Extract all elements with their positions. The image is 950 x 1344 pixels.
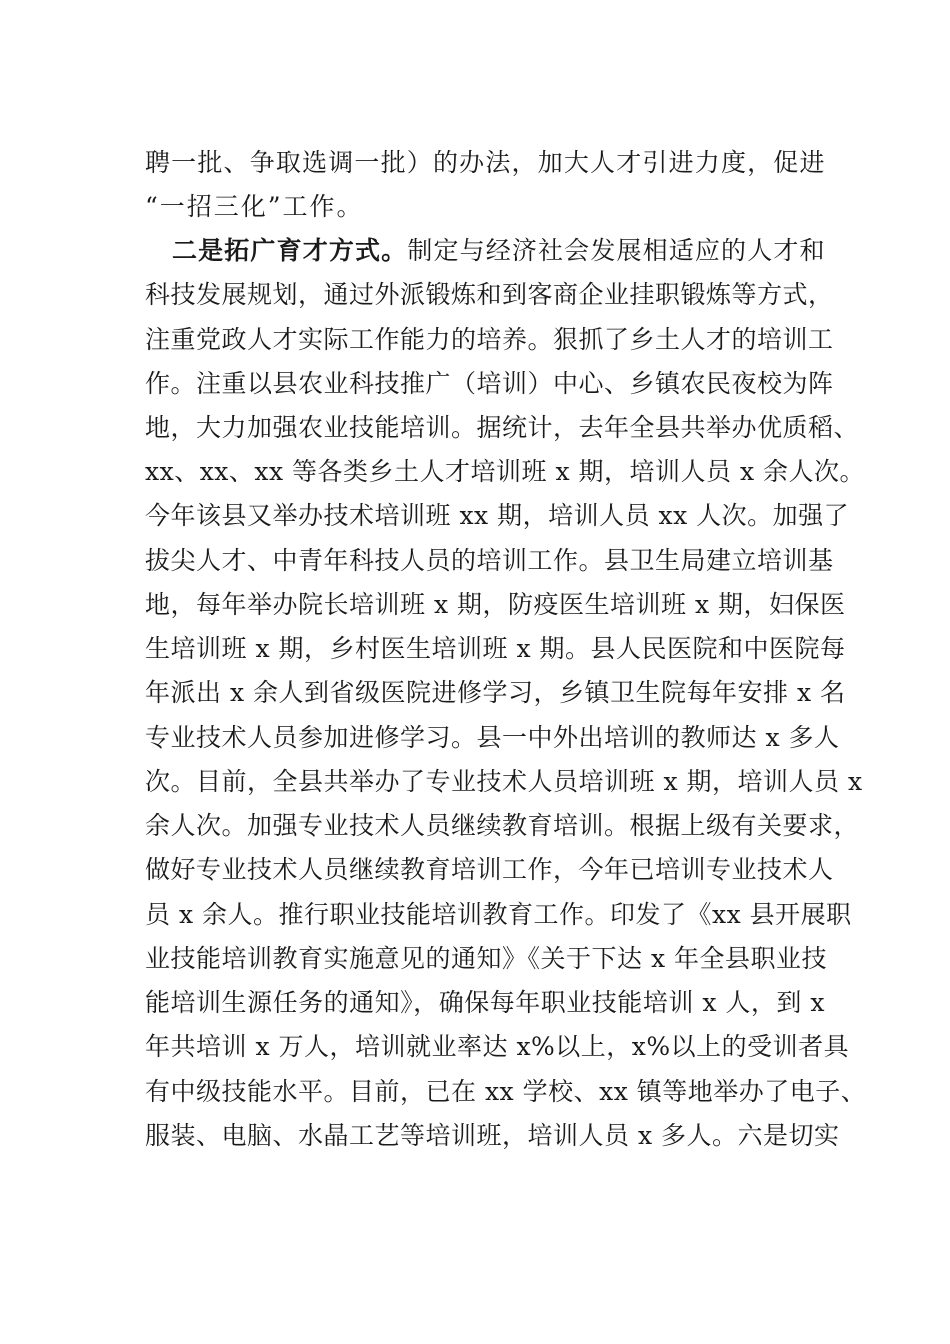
text-line: 有中级技能水平。目前，已在 xx 学校、xx 镇等地举办了电子、 <box>145 1077 867 1106</box>
text-line: xx、xx、xx 等各类乡土人才培训班 x 期，培训人员 x 余人次。 <box>145 457 866 486</box>
text-line: 今年该县又举办技术培训班 xx 期，培训人员 xx 人次。加强了 <box>145 501 850 530</box>
text-line: 科技发展规划，通过外派锻炼和到客商企业挂职锻炼等方式， <box>145 280 834 309</box>
text-line: 做好专业技术人员继续教育培训工作，今年已培训专业技术人 <box>145 855 834 884</box>
text-line: 年共培训 x 万人，培训就业率达 x%以上，x%以上的受训者具 <box>145 1032 850 1061</box>
text-line: “一招三化”工作。 <box>145 192 364 221</box>
text-line: 员 x 余人。推行职业技能培训教育工作。印发了《xx 县开展职 <box>145 900 852 929</box>
paragraph-heading: 二是拓广育才方式。 <box>172 236 408 265</box>
text-line: 地，每年举办院长培训班 x 期，防疫医生培训班 x 期，妇保医 <box>145 590 846 619</box>
text-line: 专业技术人员参加进修学习。县一中外出培训的教师达 x 多人 <box>145 723 840 752</box>
paragraph-first-line-text: 制定与经济社会发展相适应的人才和 <box>407 236 825 265</box>
text-line: 年派出 x 余人到省级医院进修学习，乡镇卫生院每年安排 x 名 <box>145 678 846 707</box>
text-line: 地，大力加强农业技能培训。据统计，去年全县共举办优质稻、 <box>145 413 860 442</box>
paragraph-first-line <box>172 231 825 271</box>
text-line: 服装、电脑、水晶工艺等培训班，培训人员 x 多人。六是切实 <box>145 1121 840 1150</box>
text-line: 次。目前，全县共举办了专业技术人员培训班 x 期，培训人员 x <box>145 767 863 796</box>
text-line: 注重党政人才实际工作能力的培养。狠抓了乡土人才的培训工 <box>145 325 834 354</box>
text-line: 能培训生源任务的通知》，确保每年职业技能培训 x 人，到 x <box>145 988 825 1017</box>
text-line: 拔尖人才、中青年科技人员的培训工作。县卫生局建立培训基 <box>145 546 834 575</box>
text-line: 业技能培训教育实施意见的通知》《关于下达 x 年全县职业技 <box>145 944 827 973</box>
text-line: 聘一批、争取选调一批）的办法，加大人才引进力度，促进 <box>145 148 825 177</box>
text-line: 作。注重以县农业科技推广（培训）中心、乡镇农民夜校为阵 <box>145 369 834 398</box>
text-line: 生培训班 x 期，乡村医生培训班 x 期。县人民医院和中医院每 <box>145 634 846 663</box>
text-line: 余人次。加强专业技术人员继续教育培训。根据上级有关要求， <box>145 811 860 840</box>
